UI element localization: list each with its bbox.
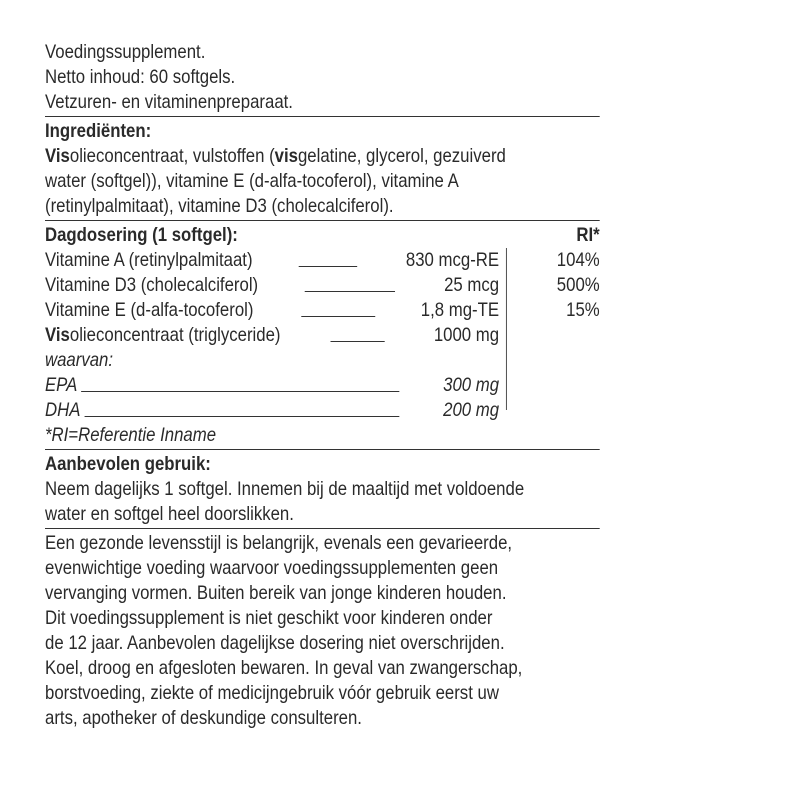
ri-note-row bbox=[45, 423, 600, 448]
warning-line: borstvoeding, ziekte of medicijngebruik vóór gebruik eerst uw bbox=[45, 682, 499, 704]
allergen-fish: vis bbox=[274, 145, 298, 167]
divider bbox=[45, 449, 600, 450]
leader-line bbox=[301, 316, 375, 317]
nutrient-name: Vitamine E (d-alfa-tocoferol) bbox=[45, 299, 254, 321]
divider bbox=[45, 116, 600, 117]
nutrient-amount: 1,8 mg-TE bbox=[420, 299, 500, 321]
divider bbox=[45, 528, 600, 529]
warning-line: Dit voedingssupplement is niet geschikt voor kinderen onder bbox=[45, 607, 493, 629]
net-content: Netto inhoud: 60 softgels. bbox=[45, 66, 236, 88]
of-which-label: waarvan: bbox=[45, 349, 114, 371]
allergen-fish: Vis bbox=[45, 324, 70, 346]
nutrient-amount: 300 mg bbox=[443, 374, 500, 396]
nutrient-name: Vitamine D3 (cholecalciferol) bbox=[45, 274, 259, 296]
usage-heading: Aanbevolen gebruik: bbox=[45, 453, 211, 475]
nutrient-name: Vitamine A (retinylpalmitaat) bbox=[45, 249, 253, 271]
intro-section bbox=[45, 40, 522, 115]
ingredients-heading: Ingrediënten: bbox=[45, 120, 152, 142]
dosage-row-fish-oil bbox=[45, 323, 600, 348]
ingredients-line: (retinylpalmitaat), vitamine D3 (cholecalciferol). bbox=[45, 195, 394, 217]
nutrient-name-text: olieconcentraat (triglyceride) bbox=[69, 324, 281, 346]
nutrient-ri: 500% bbox=[556, 274, 600, 296]
ingredients-line bbox=[45, 144, 522, 169]
leader-line bbox=[81, 391, 399, 392]
dosage-row-dha bbox=[45, 398, 600, 423]
usage-section bbox=[45, 452, 525, 527]
leader-line bbox=[305, 291, 395, 292]
of-which-row bbox=[45, 348, 600, 373]
ingredients-text: olieconcentraat, vulstoffen ( bbox=[69, 145, 275, 167]
product-type: Voedingssupplement. bbox=[45, 41, 206, 63]
ri-heading: RI* bbox=[576, 224, 600, 246]
nutrient-ri: 15% bbox=[566, 299, 600, 321]
leader-line bbox=[299, 266, 357, 267]
nutrient-name: DHA bbox=[45, 399, 81, 421]
ingredients-text: gelatine, glycerol, gezuiverd bbox=[297, 145, 506, 167]
ri-footnote: *RI=Referentie Inname bbox=[45, 424, 217, 446]
warning-line: vervanging vormen. Buiten bereik van jonge kinderen houden. bbox=[45, 582, 507, 604]
leader-line bbox=[85, 416, 400, 417]
divider bbox=[45, 220, 600, 221]
nutrient-amount: 25 mcg bbox=[444, 274, 500, 296]
usage-line: water en softgel heel doorslikken. bbox=[45, 503, 294, 525]
supplement-label bbox=[45, 40, 600, 731]
allergen-fish: Vis bbox=[45, 145, 70, 167]
usage-line: Neem dagelijks 1 softgel. Innemen bij de maaltijd met voldoende bbox=[45, 478, 525, 500]
dosage-row-vitamin-d3 bbox=[45, 273, 600, 298]
dosage-heading: Dagdosering (1 softgel): bbox=[45, 224, 238, 246]
dosage-table bbox=[45, 223, 600, 446]
nutrient-ri: 104% bbox=[556, 249, 600, 271]
nutrient-amount: 200 mg bbox=[443, 399, 500, 421]
warning-line: arts, apotheker of deskundige consulteren. bbox=[45, 707, 362, 729]
dosage-row-vitamin-e bbox=[45, 298, 600, 323]
warnings-section bbox=[45, 531, 522, 731]
ingredients-line: water (softgel)), vitamine E (d-alfa-tocoferol), vitamine A bbox=[45, 170, 459, 192]
preparation-type: Vetzuren- en vitaminenpreparaat. bbox=[45, 91, 293, 113]
dosage-header-row bbox=[45, 223, 600, 248]
ri-column-divider bbox=[506, 248, 507, 410]
warning-line: de 12 jaar. Aanbevolen dagelijkse dosering niet overschrijden. bbox=[45, 632, 505, 654]
nutrient-amount: 1000 mg bbox=[433, 324, 500, 346]
warning-line: evenwichtige voeding waarvoor voedingssupplementen geen bbox=[45, 557, 499, 579]
nutrient-name: EPA bbox=[45, 374, 78, 396]
nutrient-name bbox=[45, 323, 281, 348]
ingredients-section bbox=[45, 119, 522, 219]
nutrient-amount: 830 mcg-RE bbox=[405, 249, 500, 271]
warning-line: Een gezonde levensstijl is belangrijk, evenals een gevarieerde, bbox=[45, 532, 513, 554]
warning-line: Koel, droog en afgesloten bewaren. In geval van zwangerschap, bbox=[45, 657, 523, 679]
leader-line bbox=[331, 341, 385, 342]
dosage-row-epa bbox=[45, 373, 600, 398]
dosage-row-vitamin-a bbox=[45, 248, 600, 273]
